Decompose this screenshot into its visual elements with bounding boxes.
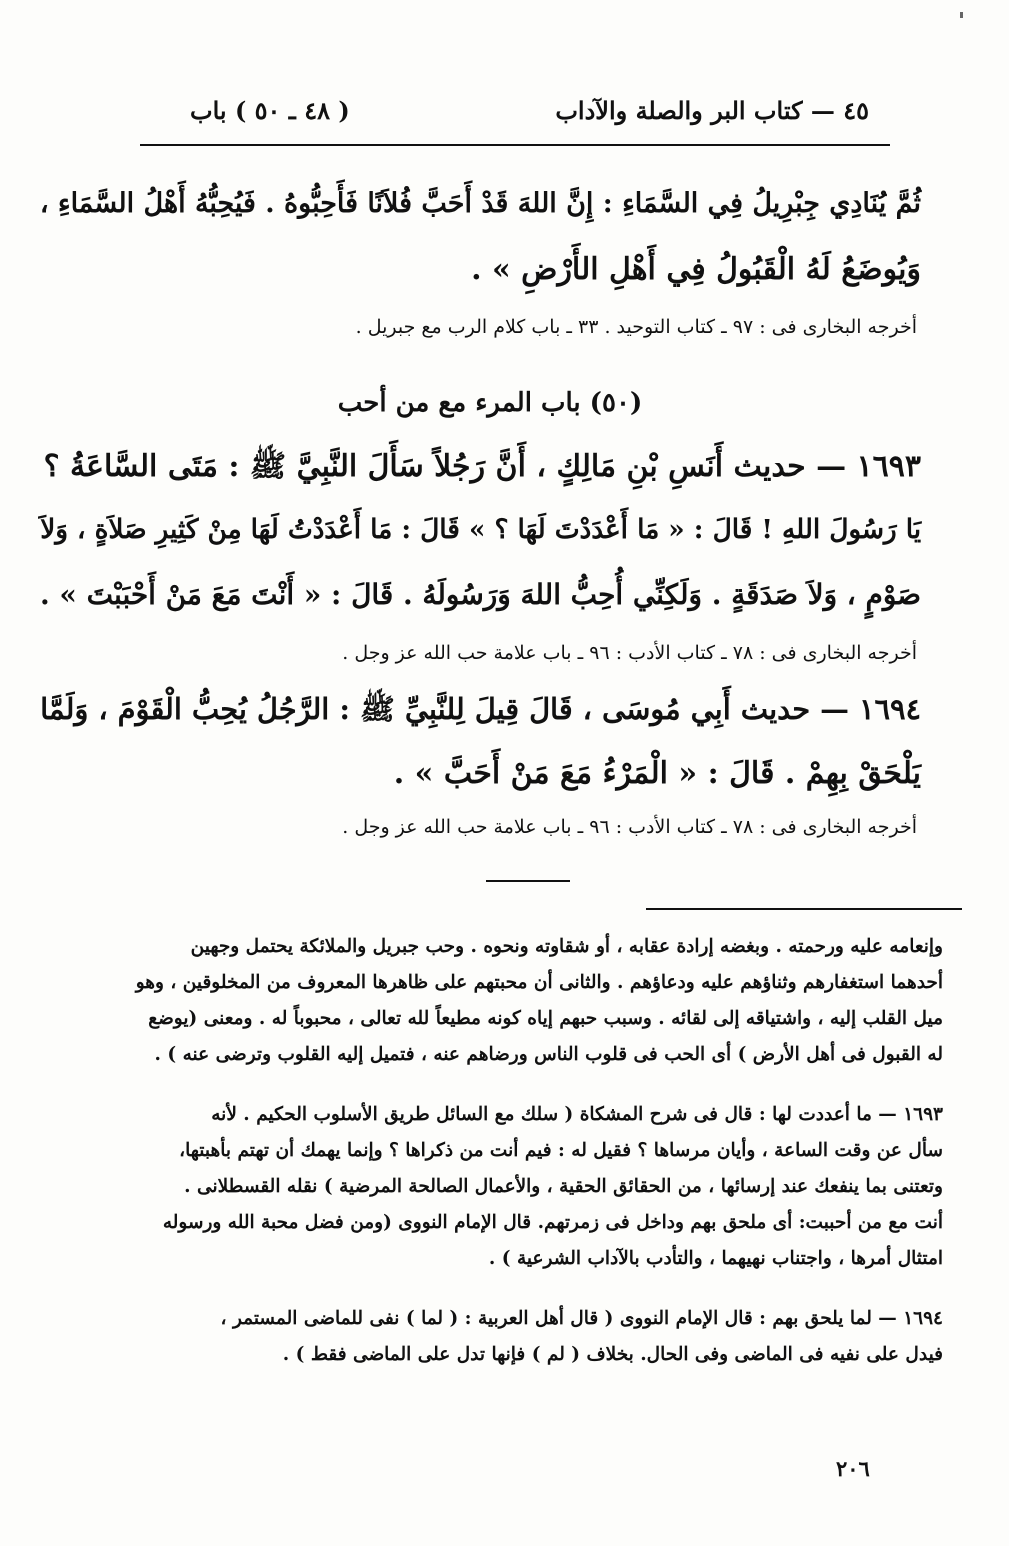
footnote-line: ميل القلب إليه ، واشتياقه إلى لقائه . وسبب حبهم إياه كونه مطيعاً لله تعالى ، محبوباً له . ومعنى (يوضع	[148, 1008, 943, 1029]
footnote-line: وإنعامه عليه ورحمته . وبغضه إرادة عقابه ، أو شقاوته ونحوه . وحب جبريل والملائكة يحتمل وجهين	[190, 936, 943, 957]
section-title: (٥٠) باب المرء مع من أحب	[337, 388, 643, 418]
footnote-rule	[646, 908, 962, 910]
footnote-line: أحدهما استغفارهم وثناؤهم عليه ودعاؤهم . والثانى أن محبتهم على ظاهرها المعروف من المخلوقين ، وهو	[135, 972, 943, 993]
footnote-line: ١٦٩٣ — ما أعددت لها : قال فى شرح المشكاة ( سلك مع السائل طريق الأسلوب الحكيم . لأنه	[211, 1104, 943, 1125]
header-rule	[140, 144, 890, 146]
section-end-divider	[486, 880, 570, 882]
running-header-section: ( ٤٨ ـ ٥٠ ) باب	[190, 96, 350, 125]
footnote-line: له القبول فى أهل الأرض ) أى الحب فى قلوب الناس ورضاهم عنه ، فتميل إليه القلوب وترضى عنه ) .	[154, 1044, 943, 1065]
scan-speck	[960, 12, 963, 18]
hadith-1694-line-1: ١٦٩٤ — حديث أَبِي مُوسَى ، قَالَ قِيلَ لِلنَّبِيِّ ﷺ : الرَّجُلُ يُحِبُّ الْقَوْمَ ، وَلَمَّا	[40, 692, 921, 726]
footnote-line: سأل عن وقت الساعة ، وأيان مرساها ؟ فقيل له : فيم أنت من ذكراها ؟ وإنما يهمك أن تهتم بأهبتها،	[179, 1140, 943, 1161]
footnote-line: ١٦٩٤ — لما يلحق بهم : قال الإمام النووى ( قال أهل العربية : ( لما ) نفى للماضى المستمر ،	[220, 1308, 943, 1329]
page-number: ٢٠٦	[836, 1456, 870, 1481]
hadith-1693-line-2: يَا رَسُولَ اللهِ ! قَالَ : « مَا أَعْدَدْتَ لَهَا ؟ » قَالَ : مَا أَعْدَدْتُ لَهَا مِنْ كَثِيرِ صَلاَةٍ ، وَلاَ	[40, 514, 921, 545]
carryover-line-2: وَيُوضَعُ لَهُ الْقَبُولُ فِي أَهْلِ الأَرْضِ » .	[471, 252, 921, 287]
running-header-chapter: ٤٥ — كتاب البر والصلة والآداب	[555, 96, 869, 125]
footnote-line: فيدل على نفيه فى الماضى وفى الحال. بخلاف ( لم ) فإنها تدل على الماضى فقط ) .	[282, 1344, 943, 1365]
hadith-1693-line-1: ١٦٩٣ — حديث أَنَسِ بْنِ مَالِكٍ ، أَنَّ رَجُلاً سَأَلَ النَّبِيَّ ﷺ : مَتَى السَّاعَةُ ؟	[43, 449, 921, 484]
footnote-line: أنت مع من أحببت: أى ملحق بهم وداخل فى زمرتهم. قال الإمام النووى (ومن فضل محبة الله ورسوله	[162, 1212, 943, 1233]
footnote-line: امتثال أمرها ، واجتناب نهيهما ، والتأدب بالآداب الشرعية ) .	[488, 1248, 943, 1269]
hadith-1693-source: أخرجه البخارى فى : ٧٨ ـ كتاب الأدب : ٩٦ ـ باب علامة حب الله عز وجل .	[342, 642, 917, 664]
footnote-line: وتعتنى بما ينفعك عند إرسائها ، من الحقائق الحقية ، والأعمال الصالحة المرضية ) نقله القسطلانى .	[184, 1176, 943, 1197]
hadith-1693-line-3: صَوْمٍ ، وَلاَ صَدَقَةٍ . وَلَكِنِّي أُحِبُّ اللهَ وَرَسُولَهُ . قَالَ : « أَنْتَ مَعَ مَنْ أَحْبَبْتَ » .	[39, 578, 921, 611]
hadith-1694-source: أخرجه البخارى فى : ٧٨ ـ كتاب الأدب : ٩٦ ـ باب علامة حب الله عز وجل .	[342, 816, 917, 838]
carryover-line-1: ثُمَّ يُنَادِي جِبْرِيلُ فِي السَّمَاءِ : إِنَّ اللهَ قَدْ أَحَبَّ فُلاَنًا فَأَحِبُّوهُ . فَيُحِبُّهُ أَهْلُ السَّمَاءِ ،	[39, 188, 921, 219]
carryover-source: أخرجه البخارى فى : ٩٧ ـ كتاب التوحيد . ٣٣ ـ باب كلام الرب مع جبريل .	[355, 316, 917, 338]
hadith-1694-line-2: يَلْحَقْ بِهِمْ . قَالَ : « الْمَرْءُ مَعَ مَنْ أَحَبَّ » .	[393, 756, 921, 791]
